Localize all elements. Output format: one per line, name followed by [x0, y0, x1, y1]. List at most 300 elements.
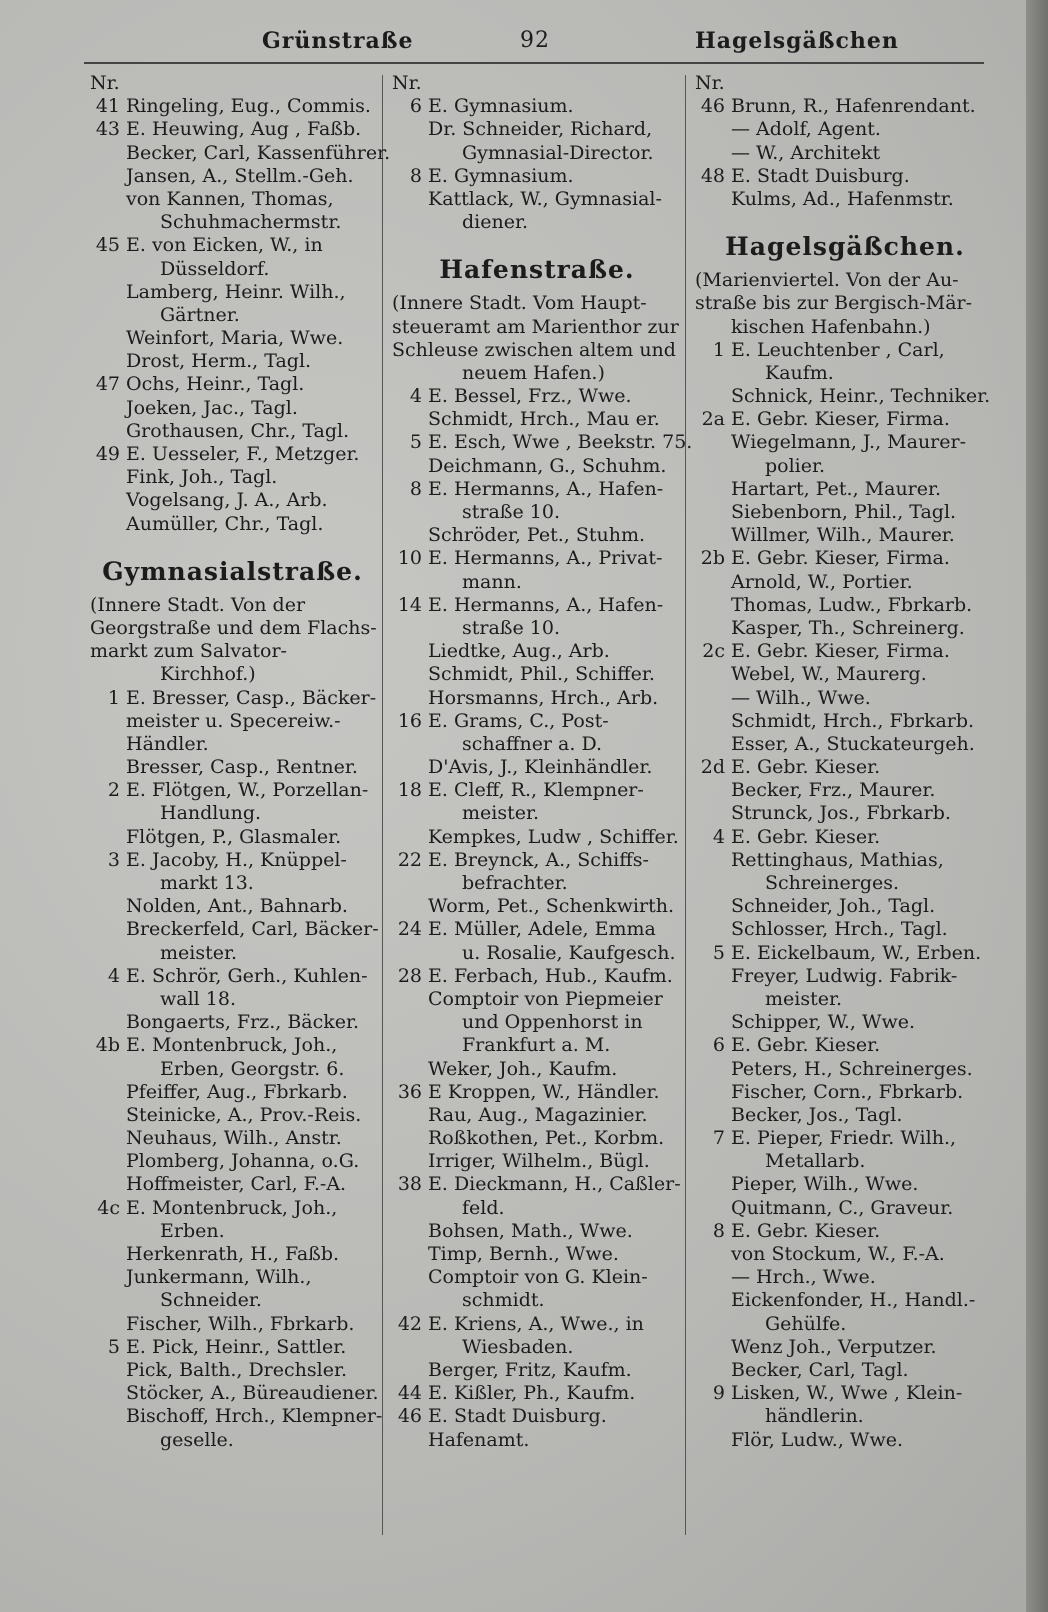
entry-text: — Adolf, Agent.	[731, 118, 881, 141]
entry-text: Willmer, Wilh., Maurer.	[731, 524, 955, 547]
entry-text: E. Gebr. Kieser, Firma.	[731, 408, 950, 431]
resident-entry	[695, 455, 995, 478]
house-number: 28	[397, 964, 422, 987]
house-entry	[392, 1173, 682, 1196]
resident-entry	[90, 895, 375, 918]
resident-entry	[392, 1150, 682, 1173]
house-number: 44	[397, 1382, 422, 1405]
entry-text: feld.	[462, 1196, 505, 1219]
entry-text: — Hrch., Wwe.	[731, 1266, 876, 1289]
header-left-street: Grünstraße	[262, 28, 414, 54]
entry-text: E. Gebr. Kieser, Firma.	[731, 547, 950, 570]
house-number: 47	[95, 373, 120, 396]
entry-text: Schipper, W., Wwe.	[731, 1011, 916, 1034]
entry-text: Junkermann, Wilh.,	[126, 1266, 312, 1289]
house-number: 8	[712, 1219, 725, 1242]
entry-text: Quitmann, C., Graveur.	[731, 1196, 954, 1219]
resident-entry	[90, 733, 375, 756]
street-description: straße bis zur Bergisch-Mär-	[695, 292, 973, 315]
entry-text: von Kannen, Thomas,	[126, 187, 334, 210]
house-number: 41	[95, 95, 120, 118]
house-number: 2	[107, 779, 120, 802]
house-number: 43	[95, 118, 120, 141]
street-heading: Hagelsgäßchen.	[725, 232, 965, 262]
entry-text: meister u. Specereiw.-	[126, 709, 341, 732]
resident-entry	[90, 165, 375, 188]
resident-entry	[392, 663, 682, 686]
resident-entry	[392, 895, 682, 918]
entry-text: Brunn, R., Hafenrendant.	[731, 95, 976, 118]
house-entry	[392, 779, 682, 802]
entry-text: Berger, Fritz, Kaufm.	[428, 1358, 632, 1381]
resident-entry	[392, 211, 682, 234]
resident-entry	[90, 1104, 375, 1127]
entry-text: Kaufm.	[765, 361, 834, 384]
house-entry	[90, 234, 375, 257]
entry-text: befrachter.	[462, 872, 568, 894]
resident-entry	[90, 304, 375, 327]
house-entry	[392, 1405, 682, 1428]
house-number: 10	[397, 547, 422, 570]
entry-text: neuem Hafen.)	[462, 361, 605, 384]
entry-text: Pfeiffer, Aug., Fbrkarb.	[126, 1080, 348, 1103]
entry-text: Kempkes, Ludw , Schiffer.	[428, 825, 679, 848]
resident-entry	[392, 455, 682, 478]
resident-entry	[695, 478, 995, 501]
entry-text: E. Stadt Duisburg.	[428, 1405, 607, 1428]
resident-entry	[90, 1289, 375, 1312]
entry-text: Fink, Joh., Tagl.	[126, 466, 278, 489]
resident-entry	[695, 779, 995, 802]
house-number: 38	[397, 1173, 422, 1196]
entry-text: Bongaerts, Frz., Bäcker.	[126, 1011, 360, 1034]
entry-text: Schmidt, Phil., Schiffer.	[428, 663, 655, 686]
entry-text: E. Gebr. Kieser.	[731, 1034, 881, 1057]
entry-text: Gehülfe.	[765, 1312, 847, 1335]
resident-entry	[695, 571, 995, 594]
entry-text: Wiegelmann, J., Maurer-	[731, 431, 967, 454]
entry-text: D'Avis, J., Kleinhändler.	[428, 756, 653, 779]
resident-entry	[90, 1429, 375, 1452]
entry-text: E. Kriens, A., Wwe., in	[428, 1312, 644, 1335]
entry-text: diener.	[462, 211, 528, 234]
entry-text: straße 10.	[462, 616, 560, 639]
resident-entry	[90, 872, 375, 895]
resident-entry	[90, 1405, 383, 1428]
resident-entry	[90, 72, 375, 95]
resident-entry	[90, 258, 375, 281]
entry-text: Frankfurt a. M.	[462, 1034, 611, 1057]
entry-text: E. Bresser, Casp., Bäcker-	[126, 686, 377, 709]
house-number: 6	[409, 95, 422, 118]
house-entry	[695, 408, 995, 431]
entry-text: E. Pick, Heinr., Sattler.	[126, 1335, 347, 1358]
house-number: 16	[397, 709, 422, 732]
entry-text: E. Montenbruck, Joh.,	[126, 1034, 338, 1057]
house-number: 1	[107, 686, 120, 709]
house-entry	[695, 942, 995, 965]
resident-entry	[90, 466, 375, 489]
house-entry	[392, 431, 693, 454]
house-entry	[695, 826, 995, 849]
street-heading: Hafenstraße.	[439, 255, 635, 285]
resident-entry	[695, 501, 995, 524]
resident-entry	[90, 1058, 375, 1081]
entry-text: Düsseldorf.	[160, 257, 270, 280]
entry-text: E. Montenbruck, Joh.,	[126, 1196, 338, 1219]
entry-text: Peters, H., Schreinerges.	[731, 1057, 973, 1080]
resident-entry	[695, 965, 995, 988]
resident-entry	[695, 1104, 995, 1127]
resident-entry	[90, 802, 375, 825]
resident-entry	[695, 72, 995, 95]
house-number: 22	[397, 848, 422, 871]
entry-text: meister.	[765, 987, 843, 1010]
house-number: 18	[397, 779, 422, 802]
resident-entry	[90, 988, 375, 1011]
resident-entry	[90, 1011, 375, 1034]
resident-entry	[695, 1359, 995, 1382]
entry-text: Pick, Balth., Drechsler.	[126, 1358, 347, 1381]
resident-entry	[392, 72, 682, 95]
resident-entry	[392, 640, 682, 663]
resident-entry	[695, 663, 995, 686]
entry-text: E. Gebr. Kieser, Firma.	[731, 640, 950, 663]
entry-text: E. Dieckmann, H., Caßler-	[428, 1173, 681, 1196]
resident-entry	[695, 1336, 995, 1359]
entry-text: meister.	[462, 802, 540, 825]
entry-text: Herkenrath, H., Faßb.	[126, 1243, 340, 1265]
entry-text: Schlosser, Hrch., Tagl.	[731, 918, 948, 941]
house-number: 8	[409, 164, 422, 187]
entry-text: E. Hermanns, A., Hafen-	[428, 477, 664, 500]
house-entry	[90, 687, 375, 710]
entry-text: — W., Architekt	[731, 141, 881, 164]
house-number: 7	[712, 1127, 725, 1150]
entry-text: E. Jacoby, H., Knüppel-	[126, 848, 347, 871]
resident-entry	[695, 1405, 995, 1428]
entry-text: Eickenfonder, H., Handl.-	[731, 1289, 976, 1312]
entry-text: Plomberg, Johanna, o.G.	[126, 1150, 360, 1173]
house-number: 2d	[700, 756, 725, 779]
entry-text: Strunck, Jos., Fbrkarb.	[731, 802, 951, 825]
resident-entry	[392, 142, 682, 165]
entry-text: Weinfort, Maria, Wwe.	[126, 327, 344, 350]
resident-entry	[392, 571, 682, 594]
resident-entry	[392, 1359, 682, 1382]
house-entry	[90, 965, 375, 988]
entry-text: Fischer, Corn., Fbrkarb.	[731, 1080, 964, 1103]
entry-text: Nolden, Ant., Bahnarb.	[126, 895, 348, 918]
header-rule	[84, 62, 984, 64]
resident-entry	[392, 942, 682, 965]
resident-entry	[90, 1313, 375, 1336]
entry-text: Schreinerges.	[765, 872, 900, 894]
resident-entry	[695, 594, 995, 617]
resident-entry	[695, 1197, 995, 1220]
entry-text: E. Ferbach, Hub., Kaufm.	[428, 964, 673, 987]
resident-entry	[392, 872, 682, 895]
resident-entry	[392, 1058, 682, 1081]
resident-entry	[90, 350, 375, 373]
entry-text: E. Kißler, Ph., Kaufm.	[428, 1382, 636, 1405]
entry-text: E. von Eicken, W., in	[126, 234, 323, 257]
entry-text: Gymnasial-Director.	[462, 141, 654, 164]
entry-text: E Kroppen, W., Händler.	[428, 1080, 660, 1103]
house-entry	[392, 1313, 682, 1336]
street-description: steueramt am Marienthor zur	[392, 315, 679, 338]
resident-entry	[695, 1150, 995, 1173]
entry-text: Flötgen, P., Glasmaler.	[126, 825, 342, 848]
resident-entry	[392, 1429, 682, 1452]
resident-entry	[392, 1243, 682, 1266]
house-entry	[695, 640, 995, 663]
page-number: 92	[520, 28, 550, 53]
house-entry	[392, 385, 682, 408]
street-heading: Gymnasialstraße.	[102, 556, 363, 586]
entry-text: Becker, Carl, Kassenführer.	[126, 141, 391, 164]
house-entry	[392, 95, 682, 118]
entry-text: Freyer, Ludwig. Fabrik-	[731, 964, 958, 987]
entry-text: E. Hermanns, A., Hafen-	[428, 593, 664, 616]
resident-entry	[695, 872, 995, 895]
house-entry	[695, 339, 995, 362]
resident-entry	[90, 513, 375, 536]
entry-text: Nr.	[392, 72, 422, 94]
entry-text: Schmidt, Hrch., Fbrkarb.	[731, 709, 975, 732]
entry-text: Kattlack, W., Gymnasial-	[428, 187, 662, 210]
house-number: 8	[409, 477, 422, 500]
entry-text: Bresser, Casp., Rentner.	[126, 756, 358, 779]
house-number: 5	[107, 1335, 120, 1358]
resident-entry	[695, 849, 995, 872]
entry-text: E. Stadt Duisburg.	[731, 164, 910, 187]
entry-text: Horsmanns, Hrch., Arb.	[428, 686, 659, 709]
house-number: 4c	[97, 1196, 120, 1219]
entry-text: E. Esch, Wwe , Beekstr. 75.	[428, 431, 693, 454]
house-number: 1	[712, 338, 725, 361]
entry-text: E. Flötgen, W., Porzellan-	[126, 779, 369, 802]
house-entry	[392, 849, 682, 872]
entry-text: Händler.	[126, 732, 209, 755]
resident-entry	[392, 362, 682, 385]
house-entry	[90, 373, 375, 396]
entry-text: Schröder, Pet., Stuhm.	[428, 524, 646, 547]
resident-entry	[695, 118, 995, 141]
entry-text: E. Eickelbaum, W., Erben.	[731, 941, 982, 964]
resident-entry	[695, 687, 995, 710]
house-number: 45	[95, 234, 120, 257]
resident-entry	[392, 1336, 682, 1359]
resident-entry	[90, 327, 375, 350]
resident-entry	[392, 617, 682, 640]
house-number: 42	[397, 1312, 422, 1335]
entry-text: Schneider, Joh., Tagl.	[731, 895, 936, 918]
entry-text: Becker, Carl, Tagl.	[731, 1358, 909, 1381]
entry-text: meister.	[160, 941, 238, 964]
resident-entry	[392, 1104, 682, 1127]
resident-entry	[90, 1081, 375, 1104]
page-header	[0, 22, 1030, 62]
entry-text: u. Rosalie, Kaufgesch.	[462, 941, 676, 964]
resident-entry	[392, 501, 682, 524]
resident-entry	[392, 118, 682, 141]
entry-text: Ochs, Heinr., Tagl.	[126, 373, 305, 396]
resident-entry	[695, 188, 995, 211]
resident-entry	[90, 1150, 375, 1173]
resident-entry	[695, 1289, 995, 1312]
house-number: 2a	[701, 408, 725, 431]
resident-entry	[392, 756, 682, 779]
entry-text: händlerin.	[765, 1405, 864, 1428]
house-entry	[392, 478, 682, 501]
entry-text: Nr.	[695, 72, 725, 94]
house-number: 2b	[700, 547, 725, 570]
column-2	[392, 72, 693, 1452]
entry-text: — Wilh., Wwe.	[731, 686, 871, 709]
house-entry	[695, 1127, 995, 1150]
entry-text: Handlung.	[160, 802, 262, 825]
house-number: 49	[95, 443, 120, 465]
entry-text: Wenz Joh., Verputzer.	[731, 1335, 937, 1358]
entry-text: Hartart, Pet., Maurer.	[731, 477, 942, 500]
entry-text: Schnick, Heinr., Techniker.	[731, 385, 991, 408]
street-description: Georgstraße und dem Flachs-	[90, 616, 377, 639]
entry-text: E. Leuchtenber , Carl,	[731, 338, 945, 361]
house-entry	[695, 1220, 995, 1243]
entry-text: Grothausen, Chr., Tagl.	[126, 419, 350, 442]
resident-entry	[695, 1243, 995, 1266]
house-entry	[392, 918, 682, 941]
entry-text: E. Gymnasium.	[428, 164, 574, 187]
resident-entry	[392, 826, 682, 849]
entry-text: Neuhaus, Wilh., Anstr.	[126, 1127, 342, 1150]
resident-entry	[90, 188, 375, 211]
entry-text: Jansen, A., Stellm.-Geh.	[126, 164, 354, 187]
entry-text: Bohsen, Math., Wwe.	[428, 1219, 633, 1242]
resident-entry	[392, 802, 682, 825]
entry-text: Rettinghaus, Mathias,	[731, 848, 944, 871]
resident-entry	[392, 1266, 682, 1289]
entry-text: Webel, W., Maurerg.	[731, 663, 927, 686]
resident-entry	[695, 362, 995, 385]
resident-entry	[695, 431, 995, 454]
resident-entry	[90, 1220, 375, 1243]
entry-text: straße 10.	[462, 501, 560, 523]
header-right-street: Hagelsgäßchen	[695, 28, 899, 54]
entry-text: markt 13.	[160, 872, 254, 894]
resident-entry	[695, 1266, 995, 1289]
entry-text: Rau, Aug., Magazinier.	[428, 1103, 648, 1126]
entry-text: Hafenamt.	[428, 1428, 530, 1451]
resident-entry	[392, 733, 682, 756]
resident-entry	[90, 1243, 375, 1266]
entry-text: Vogelsang, J. A., Arb.	[126, 489, 328, 512]
house-entry	[90, 1034, 375, 1057]
house-entry	[392, 965, 682, 988]
entry-text: Joeken, Jac., Tagl.	[126, 396, 298, 419]
house-number: 24	[397, 918, 422, 941]
entry-text: Aumüller, Chr., Tagl.	[126, 512, 324, 535]
resident-entry	[695, 1011, 995, 1034]
resident-entry	[392, 1034, 682, 1057]
house-entry	[695, 165, 995, 188]
entry-text: E. Grams, C., Post-	[428, 709, 609, 732]
house-entry	[392, 165, 682, 188]
resident-entry	[90, 141, 391, 165]
house-number: 4b	[95, 1034, 120, 1057]
house-number: 48	[700, 164, 725, 187]
entry-text: E. Heuwing, Aug , Faßb.	[126, 118, 362, 141]
resident-entry	[392, 988, 682, 1011]
entry-text: E. Gebr. Kieser.	[731, 825, 881, 848]
resident-entry	[392, 188, 682, 211]
house-number: 2c	[702, 640, 725, 663]
entry-text: Dr. Schneider, Richard,	[428, 118, 653, 141]
resident-entry	[695, 385, 995, 408]
entry-text: schaffner a. D.	[462, 732, 603, 755]
resident-entry	[90, 1127, 375, 1150]
entry-text: von Stockum, W., F.-A.	[731, 1243, 945, 1265]
house-entry	[695, 547, 995, 570]
entry-text: Worm, Pet., Schenkwirth.	[428, 895, 675, 918]
house-number: 4	[409, 385, 422, 408]
resident-entry	[90, 397, 375, 420]
resident-entry	[90, 756, 375, 779]
house-entry	[90, 443, 375, 466]
house-entry	[392, 594, 682, 617]
resident-entry	[392, 1127, 682, 1150]
entry-text: Schmidt, Hrch., Mau er.	[428, 408, 660, 431]
resident-entry	[90, 710, 375, 733]
resident-entry	[392, 687, 682, 710]
resident-entry	[695, 733, 995, 756]
resident-entry	[90, 281, 375, 304]
entry-text: E. Bessel, Frz., Wwe.	[428, 385, 632, 408]
entry-text: E. Breynck, A., Schiffs-	[428, 848, 649, 871]
entry-text: Kirchhof.)	[160, 663, 256, 686]
entry-text: Irriger, Wilhelm., Bügl.	[428, 1150, 650, 1173]
entry-text: polier.	[765, 454, 826, 477]
page-edge	[1026, 0, 1048, 1612]
resident-entry	[90, 1359, 375, 1382]
house-number: 36	[397, 1080, 422, 1103]
house-number: 14	[397, 593, 422, 616]
entry-text: Hoffmeister, Carl, F.-A.	[126, 1173, 347, 1196]
house-entry	[90, 95, 375, 118]
entry-text: Kulms, Ad., Hafenmstr.	[731, 187, 954, 210]
resident-entry	[392, 1220, 682, 1243]
resident-entry	[90, 1382, 379, 1405]
resident-entry	[90, 918, 379, 941]
resident-entry	[695, 142, 995, 165]
entry-text: Becker, Frz., Maurer.	[731, 779, 936, 802]
street-description: (Innere Stadt. Vom Haupt-	[392, 292, 647, 315]
entry-text: Gärtner.	[160, 303, 240, 326]
resident-entry	[695, 524, 995, 547]
entry-text: E. Müller, Adele, Emma	[428, 918, 656, 941]
entry-text: kischen Hafenbahn.)	[731, 315, 931, 338]
entry-text: Erben, Georgstr. 6.	[160, 1057, 345, 1080]
entry-text: Nr.	[90, 72, 120, 94]
entry-text: E. Uesseler, F., Metzger.	[126, 443, 360, 465]
house-entry	[90, 118, 375, 141]
house-entry	[695, 1034, 995, 1057]
street-description: (Marienviertel. Von der Au-	[695, 269, 959, 292]
entry-text: E. Schrör, Gerh., Kuhlen-	[126, 964, 368, 987]
resident-entry	[392, 1289, 682, 1312]
resident-entry	[392, 1197, 682, 1220]
